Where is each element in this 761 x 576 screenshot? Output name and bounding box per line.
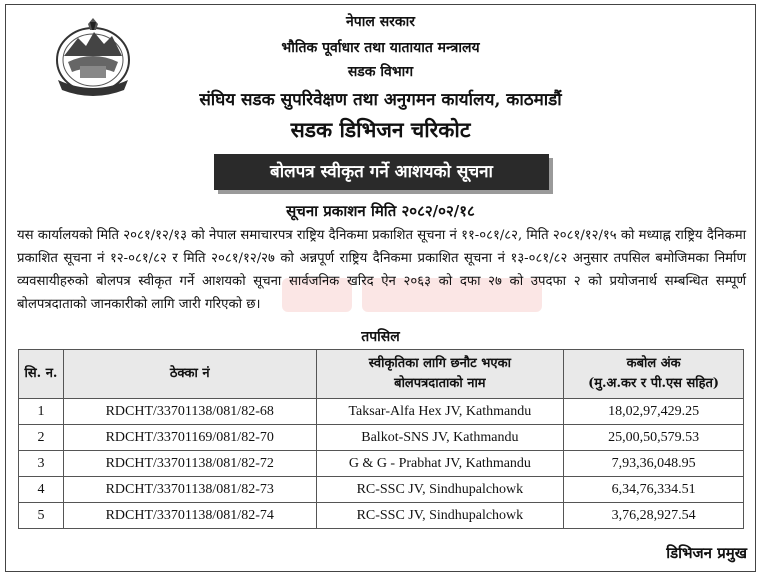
col-amount-line2: (मु.अ.कर र पी.एस सहित) — [588, 376, 720, 391]
row-amount: 7,93,36,048.95 — [564, 451, 744, 477]
col-bidder-line1: स्वीकृतिका लागि छनौट भएका — [368, 356, 511, 371]
notice-title-banner: बोलपत्र स्वीकृत गर्ने आशयको सूचना — [214, 154, 549, 190]
table-header-row — [19, 350, 744, 399]
ministry-title: भौतिक पूर्वाधार तथा यातायात मन्त्रालय — [281, 40, 480, 56]
row-contract: RDCHT/33701169/081/82-70 — [63, 425, 316, 451]
notice-body: यस कार्यालयको मिति २०८१/१२/१३ को नेपाल समाचारपत्र राष्ट्रिय दैनिकमा प्रकाशित सूचना नं ११-०८१/८२, मिति २०८१/१२/१५ को मध्याह्न राष्ट्रिय दैनिकमा प्रकाशित सूचना नं १२-०८१/८२ र मिति २०८१/१२/२७ को अन्नपूर्ण राष्ट्रिय दैनिकमा प्रकाशित सूचना नं १३-०८१/८२ अनुसार तपसिल बमोजिमका निर्माण व्यवसायीहरुको बोलपत्र स्वीकृत गर्ने आशयको सूचना सार्वजनिक खरिद ऐन २०६३ को दफा २७ को उपदफा २ को प्रयोजनार्थ सम्बन्धित सम्पूर्ण बोलपत्रदाताको जानकारीको लागि जारी गरिएको छ। — [17, 228, 746, 312]
table-row — [19, 503, 744, 529]
row-contract: RDCHT/33701138/081/82-73 — [63, 477, 316, 503]
table-row — [19, 451, 744, 477]
row-amount: 3,76,28,927.54 — [564, 503, 744, 529]
row-bidder: Balkot-SNS JV, Kathmandu — [316, 425, 564, 451]
table-row — [19, 399, 744, 425]
table-row — [19, 425, 744, 451]
row-contract: RDCHT/33701138/081/82-72 — [63, 451, 316, 477]
office-title: संघिय सडक सुपरिवेक्षण तथा अनुगमन कार्यालय, काठमाडौं — [199, 90, 562, 110]
col-amount-line1: कबोल अंक — [626, 356, 681, 371]
row-bidder: RC-SSC JV, Sindhupalchowk — [316, 477, 564, 503]
col-contract: ठेक्का नं — [63, 350, 316, 399]
row-contract: RDCHT/33701138/081/82-68 — [63, 399, 316, 425]
row-amount: 25,00,50,579.53 — [564, 425, 744, 451]
row-bidder: G & G - Prabhat JV, Kathmandu — [316, 451, 564, 477]
row-sn: 4 — [19, 477, 64, 503]
bid-table — [18, 349, 744, 529]
schedule-label: तपसिल — [361, 329, 400, 345]
col-bidder-line2: बोलपत्रदाताको नाम — [394, 376, 486, 391]
row-sn: 5 — [19, 503, 64, 529]
row-sn: 2 — [19, 425, 64, 451]
signature-title: डिभिजन प्रमुख — [666, 544, 747, 562]
row-bidder: RC-SSC JV, Sindhupalchowk — [316, 503, 564, 529]
row-amount: 18,02,97,429.25 — [564, 399, 744, 425]
row-sn: 3 — [19, 451, 64, 477]
row-amount: 6,34,76,334.51 — [564, 477, 744, 503]
row-bidder: Taksar-Alfa Hex JV, Kathmandu — [316, 399, 564, 425]
division-title: सडक डिभिजन चरिकोट — [290, 117, 471, 142]
department-title: सडक विभाग — [347, 64, 414, 80]
col-sn: सि. न. — [19, 350, 64, 399]
row-sn: 1 — [19, 399, 64, 425]
government-title: नेपाल सरकार — [345, 14, 415, 30]
row-contract: RDCHT/33701138/081/82-74 — [63, 503, 316, 529]
publish-date: सूचना प्रकाशन मिति २०८२/०२/१८ — [286, 202, 475, 220]
col-amount — [564, 350, 744, 399]
col-bidder — [316, 350, 564, 399]
table-row — [19, 477, 744, 503]
